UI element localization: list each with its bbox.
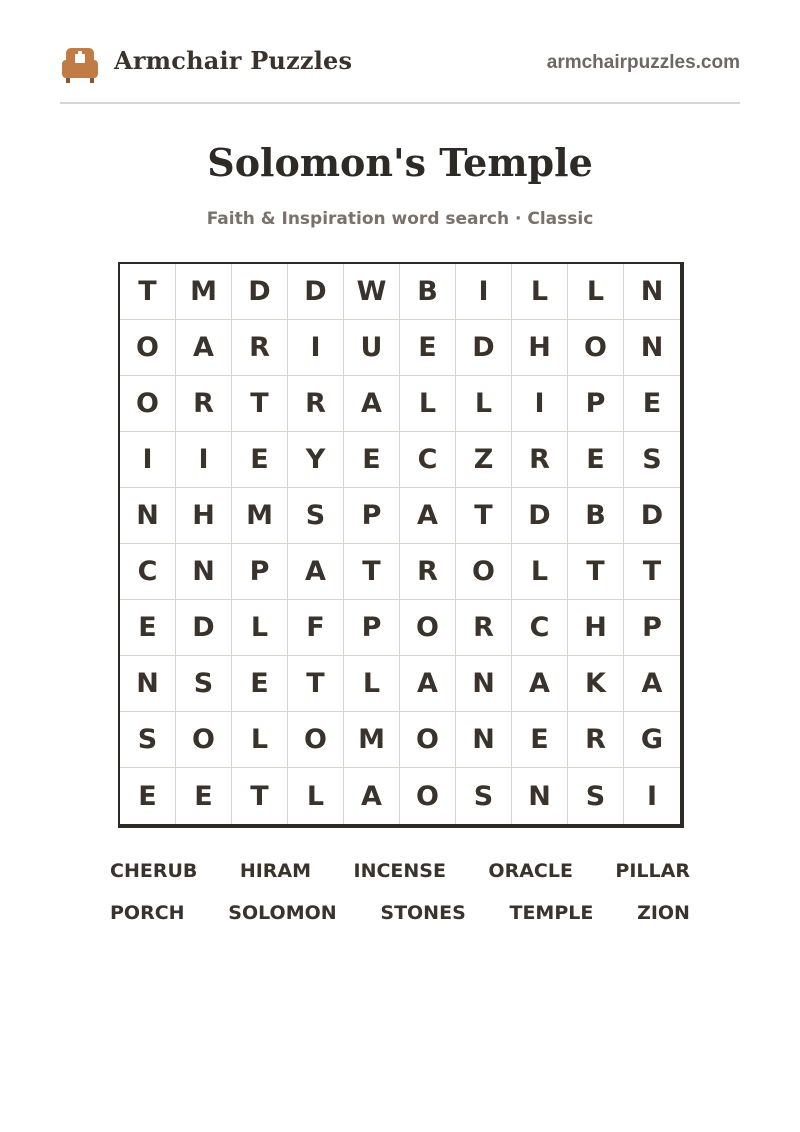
- grid-cell[interactable]: O: [288, 712, 344, 768]
- grid-cell[interactable]: T: [288, 656, 344, 712]
- word-list-row: [110, 902, 690, 924]
- page-subtitle: Faith & Inspiration word search · Classic: [206, 209, 594, 229]
- letter-grid: [118, 262, 684, 828]
- grid-cell[interactable]: B: [400, 264, 456, 320]
- word-list-item: INCENSE: [353, 860, 446, 882]
- grid-cell[interactable]: R: [400, 544, 456, 600]
- grid-cell[interactable]: C: [120, 544, 176, 600]
- grid-cell[interactable]: N: [176, 544, 232, 600]
- grid-cell[interactable]: O: [120, 376, 176, 432]
- grid-cell[interactable]: N: [512, 768, 568, 824]
- grid-cell[interactable]: L: [344, 656, 400, 712]
- grid-cell[interactable]: N: [456, 656, 512, 712]
- grid-cell[interactable]: I: [512, 376, 568, 432]
- grid-cell[interactable]: S: [624, 432, 680, 488]
- grid-cell[interactable]: P: [344, 488, 400, 544]
- word-list-item: TEMPLE: [509, 902, 594, 924]
- grid-cell[interactable]: L: [568, 264, 624, 320]
- grid-cell[interactable]: O: [568, 320, 624, 376]
- word-list-row: [110, 860, 690, 882]
- grid-cell[interactable]: A: [176, 320, 232, 376]
- grid-cell[interactable]: Y: [288, 432, 344, 488]
- armchair-icon: [60, 46, 100, 84]
- grid-cell[interactable]: M: [232, 488, 288, 544]
- grid-cell[interactable]: A: [288, 544, 344, 600]
- grid-cell[interactable]: P: [568, 376, 624, 432]
- grid-cell[interactable]: M: [344, 712, 400, 768]
- grid-cell[interactable]: A: [344, 376, 400, 432]
- grid-cell[interactable]: D: [232, 264, 288, 320]
- grid-cell[interactable]: H: [176, 488, 232, 544]
- grid-cell[interactable]: U: [344, 320, 400, 376]
- grid-cell[interactable]: K: [568, 656, 624, 712]
- word-list-item: ORACLE: [488, 860, 573, 882]
- grid-cell[interactable]: I: [456, 264, 512, 320]
- grid-cell[interactable]: T: [232, 768, 288, 824]
- grid-cell[interactable]: Z: [456, 432, 512, 488]
- grid-cell[interactable]: R: [512, 432, 568, 488]
- grid-cell[interactable]: S: [568, 768, 624, 824]
- grid-cell[interactable]: N: [624, 320, 680, 376]
- grid-cell[interactable]: E: [624, 376, 680, 432]
- grid-cell[interactable]: T: [120, 264, 176, 320]
- grid-cell[interactable]: R: [568, 712, 624, 768]
- grid-cell[interactable]: E: [344, 432, 400, 488]
- grid-cell[interactable]: O: [400, 600, 456, 656]
- grid-cell[interactable]: W: [344, 264, 400, 320]
- word-list-item: CHERUB: [110, 860, 198, 882]
- grid-cell[interactable]: C: [512, 600, 568, 656]
- grid-cell[interactable]: S: [120, 712, 176, 768]
- grid-cell[interactable]: O: [176, 712, 232, 768]
- site-url[interactable]: armchairpuzzles.com: [546, 52, 740, 73]
- grid-cell[interactable]: I: [288, 320, 344, 376]
- grid-cell[interactable]: S: [456, 768, 512, 824]
- grid-cell[interactable]: R: [232, 320, 288, 376]
- grid-cell[interactable]: E: [120, 768, 176, 824]
- word-list-item: ZION: [637, 902, 690, 924]
- word-list-item: PILLAR: [615, 860, 690, 882]
- grid-cell[interactable]: H: [568, 600, 624, 656]
- grid-cell[interactable]: L: [512, 264, 568, 320]
- grid-cell[interactable]: T: [624, 544, 680, 600]
- grid-cell[interactable]: O: [400, 768, 456, 824]
- grid-cell[interactable]: I: [176, 432, 232, 488]
- grid-cell[interactable]: R: [288, 376, 344, 432]
- grid-cell[interactable]: I: [120, 432, 176, 488]
- grid-cell[interactable]: I: [646, 780, 658, 812]
- grid-cell[interactable]: P: [624, 600, 680, 656]
- grid-cell[interactable]: A: [344, 768, 400, 824]
- grid-cell[interactable]: A: [400, 656, 456, 712]
- grid-cell[interactable]: L: [512, 544, 568, 600]
- grid-cell[interactable]: E: [400, 320, 456, 376]
- word-list-item: HIRAM: [239, 860, 312, 882]
- grid-cell[interactable]: L: [232, 600, 288, 656]
- grid-cell[interactable]: A: [624, 656, 680, 712]
- grid-cell[interactable]: L: [456, 376, 512, 432]
- grid-cell[interactable]: L: [288, 768, 344, 824]
- grid-cell[interactable]: L: [400, 376, 456, 432]
- grid-cell[interactable]: D: [512, 488, 568, 544]
- grid-cell[interactable]: T: [568, 544, 624, 600]
- grid-cell[interactable]: O: [400, 712, 456, 768]
- word-list-item: PORCH: [110, 902, 185, 924]
- grid-cell[interactable]: R: [456, 600, 512, 656]
- grid-cell[interactable]: H: [512, 320, 568, 376]
- grid-cell[interactable]: S: [288, 488, 344, 544]
- grid-cell[interactable]: P: [344, 600, 400, 656]
- grid-cell[interactable]: N: [120, 656, 176, 712]
- grid-cell[interactable]: N: [456, 712, 512, 768]
- grid-cell[interactable]: B: [568, 488, 624, 544]
- grid-cell[interactable]: N: [120, 488, 176, 544]
- grid-cell[interactable]: L: [232, 712, 288, 768]
- grid-cell[interactable]: E: [120, 600, 176, 656]
- grid-cell[interactable]: T: [456, 488, 512, 544]
- page-title: Solomon's Temple: [207, 140, 593, 185]
- grid-cell[interactable]: G: [624, 712, 680, 768]
- grid-cell[interactable]: T: [232, 376, 288, 432]
- grid-cell[interactable]: D: [176, 600, 232, 656]
- grid-cell[interactable]: D: [624, 488, 680, 544]
- grid-cell[interactable]: F: [288, 600, 344, 656]
- grid-cell[interactable]: C: [400, 432, 456, 488]
- grid-cell[interactable]: T: [344, 544, 400, 600]
- word-list-item: SOLOMON: [228, 902, 337, 924]
- grid-cell[interactable]: O: [120, 320, 176, 376]
- header-divider: [60, 102, 740, 104]
- word-list-item: STONES: [380, 902, 466, 924]
- grid-cell[interactable]: E: [232, 432, 288, 488]
- grid-cell[interactable]: M: [176, 264, 232, 320]
- brand-name: Armchair Puzzles: [114, 46, 353, 75]
- grid-cell[interactable]: D: [288, 264, 344, 320]
- grid-cell[interactable]: E: [568, 432, 624, 488]
- grid-cell[interactable]: S: [176, 656, 232, 712]
- grid-cell[interactable]: A: [400, 488, 456, 544]
- grid-cell[interactable]: P: [232, 544, 288, 600]
- grid-cell[interactable]: N: [624, 264, 680, 320]
- header: [60, 44, 740, 84]
- grid-cell[interactable]: E: [232, 656, 288, 712]
- grid-cell[interactable]: A: [512, 656, 568, 712]
- grid-cell[interactable]: D: [456, 320, 512, 376]
- grid-cell[interactable]: R: [176, 376, 232, 432]
- grid-cell[interactable]: E: [512, 712, 568, 768]
- grid-cell[interactable]: E: [176, 768, 232, 824]
- grid-cell[interactable]: O: [456, 544, 512, 600]
